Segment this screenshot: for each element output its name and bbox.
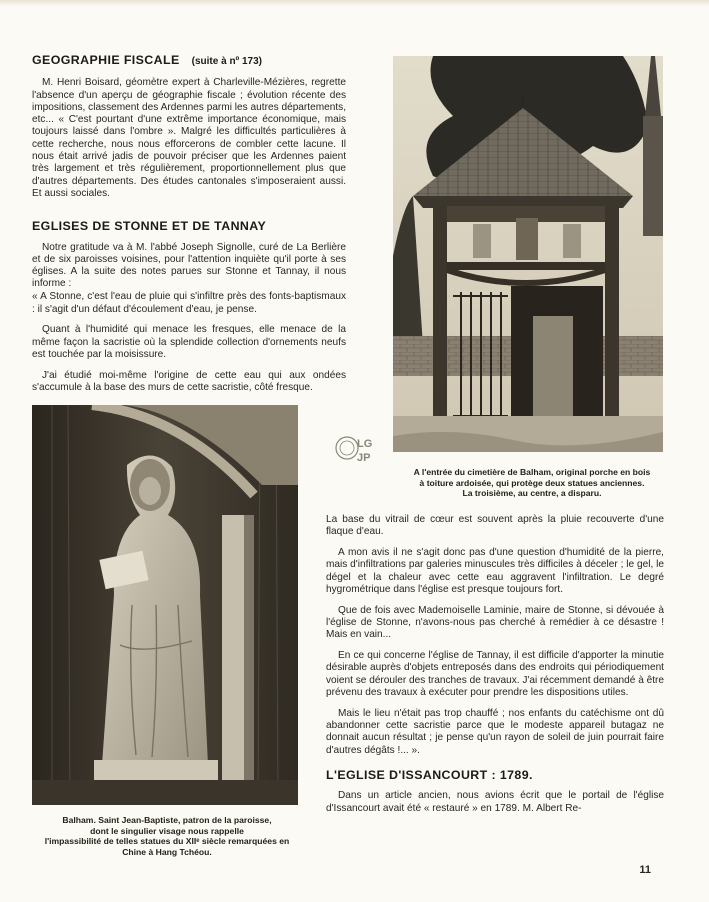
page-top-edge [0, 0, 709, 6]
statue-caption [22, 815, 312, 857]
section-title-issancourt: L'EGLISE D'ISSANCOURT : 1789. [326, 768, 533, 783]
porch-caption-line-1: A l'entrée du cimetière de Balham, original porche en bois [413, 467, 651, 477]
statue-caption-line-1: Balham. Saint Jean-Baptiste, patron de la paroisse, [62, 815, 272, 825]
stamp-text-1: LG [357, 438, 373, 450]
porch-caption-line-3: La troisième, au centre, a disparu. [462, 488, 602, 499]
right-paragraph-1: La base du vitrail de cœur est souvent après la pluie recouverte d'une flaque d'eau. [326, 514, 664, 538]
statue-photo [32, 405, 298, 805]
right-paragraph-3: Que de fois avec Mademoiselle Laminie, maire de Stonne, si dévouée à l'église de Stonne, n'avons-nous pas cherché à remédier à ce désastre ! Mais en vain... [326, 604, 664, 641]
eglises-paragraph-1: Notre gratitude va à M. l'abbé Joseph Signolle, curé de La Berlière et de six paroisses voisines, pour l'attention inquiète qu'il porte à ses églises. A la suite des notes parues sur Stonne et Tannay, il nous informe : [32, 241, 346, 290]
eglises-paragraph-4: J'ai étudié moi-même l'origine de cette eau qui aux ondées s'accumule à la base des murs de cette sacristie, côté fresque. [32, 369, 346, 394]
statue-caption-line-2: dont le singulier visage nous rappelle [90, 825, 244, 836]
eglises-paragraph-3: Quant à l'humidité qui menace les fresques, elle menace de la même façon la sacristie où la splendide collection d'ornements neufs est touchée par la moisissure. [32, 324, 346, 360]
section-title-geographie: GEOGRAPHIE FISCALE (suite à nº 173) [32, 53, 262, 67]
page-number: 11 [639, 864, 651, 876]
geographie-paragraph: M. Henri Boisard, géomètre expert à Charleville-Mézières, regrette l'absence d'un aperçu de géographie fiscale ; évolution récente des impositions, classement des Ardennes parmi les autres départements, etc... « C'est pourtant d'une extrême importance économique, mais toujours laissé dans l'ombre ». Malgré les difficultés particulières à cette recherche, nous nous efforcerons de combler cette lacune. Il nous était arrivé jadis de pouvoir préciser que les Ardennes paient très largement et très régulièrement, proportionnellement plus que d'autres départements. Des études cantonales s'imposeraient aussi. Et aussi sociales. [32, 77, 346, 199]
stamp-text-2: JP [357, 452, 371, 464]
issancourt-paragraph: Dans un article ancien, nous avions écrit que le portail de l'église d'Issancourt avait été « restauré » en 1789. M. Albert Re- [326, 790, 664, 814]
right-paragraph-5: Mais le lieu n'était pas trop chauffé ; nos enfants du catéchisme ont dû abandonner cette sacristie parce que le modeste appareil butagaz ne donnait aucun résultat ; je pense qu'un rayon de soleil de juin pourrait faire d'autres dégâts !... ». [326, 707, 664, 756]
statue-caption-line-4: Chine à Hang Tchéou. [122, 846, 212, 857]
library-stamp-icon [333, 432, 381, 468]
right-paragraph-2: A mon avis il ne s'agit donc pas d'une question d'humidité de la pierre, mais d'infiltrations par galeries minuscules très difficiles à déceler ; le gel, le dégel et la chaleur avec cette eau aggravent l'infiltration. Le degré hygrométrique dans l'église est presque toujours fort. [326, 547, 664, 595]
left-text-column [32, 54, 346, 403]
porch-photo [393, 56, 663, 452]
section-title-eglises: EGLISES DE STONNE ET DE TANNAY [32, 219, 267, 234]
eglises-paragraph-2: « A Stonne, c'est l'eau de pluie qui s'infiltre près des fonts-baptismaux : il s'agit d'un défaut d'écoulement d'eau, je pense. [32, 291, 346, 315]
right-text-column [326, 514, 664, 823]
right-paragraph-4: En ce qui concerne l'église de Tannay, il est difficile d'apporter la minutie désirable auprès d'objets entreposés dans des endroits qui périodiquement voient se dérouler des tranches de travaux. J'ai récemment demandé à être prévenu des travaux à exécuter pour prendre les dispositions utiles. [326, 650, 665, 699]
porch-caption-line-2: à toiture ardoisée, qui protège deux statues anciennes. [419, 477, 645, 488]
statue-illustration [32, 405, 298, 805]
porch-caption [370, 467, 694, 499]
section-subtitle: (suite à nº 173) [191, 56, 262, 67]
statue-caption-line-3: l'impassibilité de telles statues du XIIᵉ siècle remarquées en [44, 836, 290, 847]
porch-illustration [393, 56, 663, 452]
